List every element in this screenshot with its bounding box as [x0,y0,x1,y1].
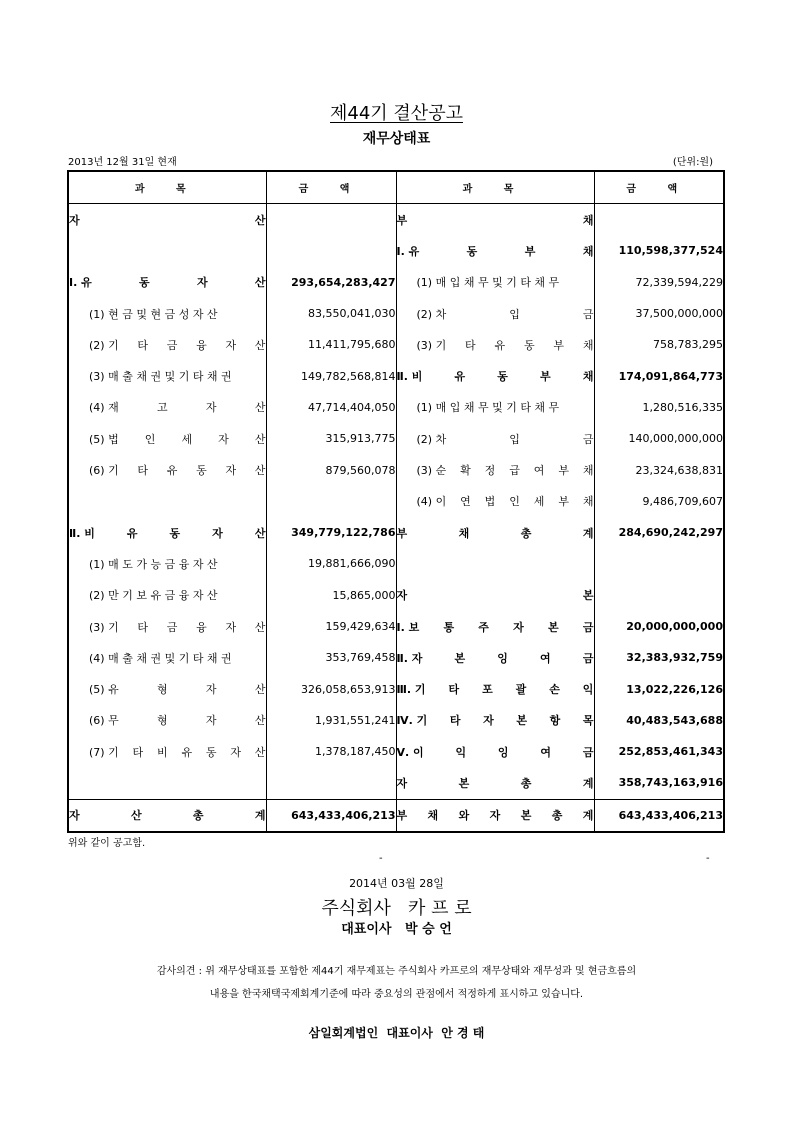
label-part: 형 [157,683,168,697]
label-part: 산 [254,714,266,728]
label-part: 자 [225,464,237,478]
label-part: 산 [254,683,266,697]
label-part: 동 [139,276,150,290]
label-part: (6) 기 [89,464,119,478]
label-part: 산 [254,432,266,446]
asset-account-label [68,736,266,767]
asset-account-label [68,486,266,517]
table-row [68,673,724,704]
label-part: 자 [69,213,80,227]
asset-account-label [68,360,266,391]
label-part: 타 [132,745,144,759]
label-part: 부 [396,526,408,540]
asset-amount: 1,378,187,450 [266,736,396,767]
label-part: 본 [516,714,527,728]
label-part: 자 [69,809,80,823]
label-part: 자 [225,620,237,634]
label-part: 총 [520,776,532,790]
label-part: 익 [582,683,594,697]
table-row [68,580,724,611]
label-part: 자 [225,338,237,352]
label-part: 인 [509,495,520,509]
liability-equity-amount: 758,783,295 [653,338,723,352]
asset-amount [266,767,396,799]
label-part: 타 [137,464,149,478]
label-part: 법 [484,495,496,509]
liability-equity-amount: 9,486,709,607 [642,494,723,508]
label-part: 자 [396,589,408,603]
statement-title: 재무상태표 [362,131,431,147]
asset-amount: 83,550,041,030 [266,298,396,329]
label-part: 산 [254,276,266,290]
label-part: 타 [448,683,460,697]
table-row [68,486,724,517]
liability-equity-account-label [396,611,594,642]
audit-opinion-line-2: 내용을 한국채택국제회계기준에 따라 중요성의 관점에서 적정하게 표시하고 있습니다. [209,989,584,1000]
label-part: 채 [427,809,439,823]
label-part: (3) 순 [416,464,447,478]
auditor-signature: 삼일회계법인 대표이사 안 경 태 [308,1026,485,1040]
label-part: 자 [205,401,217,415]
label-part: 채 [582,244,594,258]
liability-equity-amount: 284,690,242,297 [618,526,723,540]
label-part: 잉 [497,745,509,759]
table-row [68,360,724,391]
table-body [68,204,724,832]
label-part: 산 [254,620,266,634]
label-part: (3) 기 [89,620,119,634]
label-part: 타 [449,714,461,728]
label-part: 정 [484,464,496,478]
label-part: 총 [551,809,563,823]
label-part: (5) 법 [89,432,119,446]
label-part: 세 [533,495,545,509]
liability-equity-amount: 358,743,163,916 [618,776,723,790]
label-part: (1) 매 입 채 무 및 기 타 채 무 [416,401,560,415]
asset-amount: 47,714,404,050 [266,392,396,423]
table-row [68,423,724,454]
label-part: 유 [126,526,138,540]
label-part: 포 [482,683,493,697]
asset-amount: 349,779,122,786 [266,517,396,548]
liability-equity-account-label [396,392,594,423]
liability-equity-account-label [396,235,594,266]
table-row [68,767,724,799]
label-part: 본 [547,620,559,634]
asset-amount: 1,931,551,241 [266,705,396,736]
asset-amount: 326,058,653,913 [266,673,396,704]
label-part: 계 [254,809,266,823]
liability-equity-amount: 140,000,000,000 [628,432,723,446]
asset-account-label [68,267,266,298]
label-part: 금 [582,620,594,634]
label-part: 본 [582,589,594,603]
asset-amount: 159,429,634 [266,611,396,642]
asset-account-label [68,673,266,704]
label-part: 융 [196,620,207,634]
label-part: 금 [166,338,178,352]
label-part: 금 [582,745,594,759]
label-part: 목 [582,714,594,728]
label-part: 괄 [515,683,527,697]
liability-equity-account-label [396,329,594,360]
liability-equity-amount [594,580,724,611]
header-amount-left: 금 액 [266,171,396,204]
label-part: (2) 차 [416,432,447,446]
asset-amount: 11,411,795,680 [266,329,396,360]
liability-equity-account-label [396,736,594,767]
label-part: (3) 기 [416,338,447,352]
asset-account-label [68,705,266,736]
label-part: 융 [196,338,207,352]
liability-equity-amount: 643,433,406,213 [594,799,724,832]
liability-equity-amount: 252,853,461,343 [618,745,723,759]
table-row [68,298,724,329]
label-part: 여 [533,464,545,478]
label-part: 자 [483,714,494,728]
label-part: 확 [460,464,471,478]
asset-amount: 19,881,666,090 [266,548,396,579]
label-part: 자 [218,432,229,446]
label-part: 금 [582,432,594,446]
label-part: 부 [396,213,408,227]
liability-equity-account-label [396,486,594,517]
label-part: 금 [582,307,594,321]
label-part: Ⅰ. 보 [396,620,420,634]
label-part: 자 [489,809,501,823]
label-part: 동 [523,338,535,352]
label-part: 주 [478,620,489,634]
asset-account-label [68,580,266,611]
label-part: Ⅰ. 유 [396,244,420,258]
label-part: 계 [582,809,594,823]
label-part: (4) 재 [89,401,119,415]
liability-equity-account-label [396,642,594,673]
label-part: Ⅱ. 자 [396,651,423,665]
label-part: 채 [582,338,594,352]
label-part: 여 [540,651,551,665]
label-part: 본 [458,776,470,790]
liability-equity-account-label [396,767,594,799]
label-part: 세 [181,432,193,446]
table-row [68,329,724,360]
table-row [68,642,724,673]
liability-equity-amount: 32,383,932,759 [626,651,723,665]
label-part: Ⅲ. 기 [396,683,426,697]
asset-account-label [68,298,266,329]
label-part: 동 [205,745,217,759]
label-part: 자 [205,683,217,697]
asset-account-label [68,642,266,673]
label-part: (1) 매 입 채 무 및 기 타 채 무 [416,276,560,290]
label-part: 산 [254,526,266,540]
label-part: 부 [540,370,551,384]
dash-right: - [706,853,710,864]
label-part: 채 [582,370,594,384]
label-part: 잉 [497,651,508,665]
label-part: 본 [454,651,466,665]
label-part: (1) 매 도 가 능 금 융 자 산 [89,557,218,571]
label-part: (6) 무 [89,714,119,728]
asset-account-label [68,204,266,236]
label-part: 항 [549,714,561,728]
label-part: 타 [465,338,476,352]
asset-amount: 149,782,568,814 [266,360,396,391]
label-part: 입 [509,307,520,321]
liability-equity-amount: 110,598,377,524 [618,244,723,258]
label-part: 산 [254,745,266,759]
label-part: 입 [509,432,520,446]
label-part: (5) 유 [89,683,119,697]
label-part: 동 [497,370,508,384]
asset-amount [266,235,396,266]
label-part: 부 [558,495,569,509]
liability-equity-account-label [396,204,594,236]
asset-account-label [68,454,266,485]
label-part: 손 [549,683,560,697]
label-part: 자 [396,776,408,790]
table-row [68,267,724,298]
audit-opinion-line-1: 감사의견 : 위 재무상태표를 포함한 제44기 재무제표는 주식회사 카프로의 재무상태와 재무성과 및 현금흐름의 [156,966,637,977]
as-of-date: 2013년 12월 31일 현재 [68,157,177,168]
asset-amount: 879,560,078 [266,454,396,485]
label-part: 산 [130,809,142,823]
asset-account-label [68,423,266,454]
table-header-row [68,171,724,204]
header-account-right: 과 목 [396,171,594,204]
label-part: 부 [524,244,536,258]
label-part: Ⅴ. 이 [396,745,424,759]
label-part: 부 [553,338,565,352]
label-part: 급 [509,464,520,478]
label-part: 유 [181,745,193,759]
liability-equity-account-label [396,548,594,579]
asset-account-label [68,548,266,579]
asset-amount: 15,865,000 [266,580,396,611]
asset-account-label [68,517,266,548]
liability-equity-amount: 37,500,000,000 [635,307,723,321]
label-part: 자 [230,745,241,759]
label-part: 자 [196,276,208,290]
label-part: (3) 매 출 채 권 및 기 타 채 권 [89,370,232,384]
label-part: 유 [494,338,506,352]
liability-equity-account-label [396,360,594,391]
label-part: 채 [582,213,594,227]
liability-equity-account-label [396,705,594,736]
unit-label: (단위:원) [672,157,713,168]
label-part: 고 [157,401,168,415]
notice-title: 제44기 결산공고 [330,103,463,124]
asset-amount [266,204,396,236]
table-row [68,705,724,736]
table-row [68,799,724,832]
label-part: 채 [582,464,594,478]
label-part: 타 [137,338,149,352]
label-part: 통 [443,620,455,634]
liability-equity-account-label [396,298,594,329]
ceo-name: 대표이사 박 승 언 [341,922,452,937]
label-part: Ⅳ. 기 [396,714,428,728]
table-row [68,736,724,767]
label-part: 금 [166,620,178,634]
asset-account-label [68,799,266,832]
liability-equity-account-label [396,267,594,298]
asset-amount: 353,769,458 [266,642,396,673]
label-part: 형 [157,714,168,728]
liability-equity-account-label [396,423,594,454]
label-part: 금 [582,651,594,665]
label-part: 인 [144,432,156,446]
notice-statement: 위와 같이 공고함. [68,838,146,849]
label-part: 연 [460,495,471,509]
label-part: (2) 차 [416,307,447,321]
label-part: 동 [169,526,181,540]
dash-left: - [379,853,383,864]
label-part: Ⅱ. 비 [396,370,423,384]
liability-equity-account-label [396,673,594,704]
liability-equity-amount: 174,091,864,773 [618,369,723,383]
asset-account-label [68,611,266,642]
liability-equity-amount: 13,022,226,126 [626,682,723,696]
table-row [68,548,724,579]
liability-equity-amount [594,204,724,236]
asset-account-label [68,235,266,266]
liability-equity-amount: 72,339,594,229 [635,275,723,289]
label-part: 비 [156,745,168,759]
label-part: 계 [582,776,594,790]
label-part: 자 [513,620,524,634]
liability-equity-account-label [396,799,594,832]
label-part: 자 [205,714,217,728]
liability-equity-account-label [396,580,594,611]
company-name: 주식회사 카 프 로 [321,898,472,919]
asset-amount: 643,433,406,213 [266,799,396,832]
table-row [68,235,724,266]
liability-equity-amount: 40,483,543,688 [626,713,723,727]
label-part: 산 [254,213,266,227]
liability-equity-amount: 1,280,516,335 [642,400,723,414]
label-part: (2) 기 [89,338,119,352]
liability-equity-amount [594,548,724,579]
label-part: (4) 이 [416,495,447,509]
asset-amount: 293,654,283,427 [266,267,396,298]
header-amount-right: 금 액 [594,171,724,204]
label-part: 와 [458,809,470,823]
label-part: Ⅱ. 비 [69,526,95,540]
liability-equity-amount: 23,324,638,831 [635,463,723,477]
label-part: 동 [466,244,478,258]
label-part: 익 [455,745,467,759]
label-part: 여 [540,745,552,759]
asset-amount: 315,913,775 [266,423,396,454]
table-row [68,611,724,642]
label-part: 산 [254,464,266,478]
header-account-left: 과 목 [68,171,266,204]
label-part: (1) 현 금 및 현 금 성 자 산 [89,307,218,321]
label-part: (4) 매 출 채 권 및 기 타 채 권 [89,651,232,665]
label-part: 채 [582,495,594,509]
label-part: 동 [196,464,207,478]
label-part: (7) 기 [89,745,119,759]
label-part: 총 [520,526,532,540]
label-part: 부 [558,464,569,478]
liability-equity-account-label [396,454,594,485]
label-part: Ⅰ. 유 [69,276,92,290]
balance-sheet-table [67,170,725,833]
label-part: 타 [137,620,149,634]
asset-amount [266,486,396,517]
label-part: 유 [166,464,178,478]
asset-account-label [68,392,266,423]
label-part: 계 [582,526,594,540]
label-part: 본 [520,809,532,823]
label-part: 총 [192,809,204,823]
label-part: 유 [454,370,466,384]
label-part: 산 [254,338,266,352]
label-part: 자 [212,526,223,540]
table-row [68,204,724,236]
asset-account-label [68,767,266,799]
liability-equity-amount: 20,000,000,000 [626,620,723,633]
label-part: 산 [254,401,266,415]
table-row [68,454,724,485]
asset-account-label [68,329,266,360]
label-part: 부 [396,809,408,823]
label-part: 채 [458,526,470,540]
table-row [68,392,724,423]
liability-equity-account-label [396,517,594,548]
table-row [68,517,724,548]
label-part: (2) 만 기 보 유 금 융 자 산 [89,589,218,603]
notice-date: 2014년 03월 28일 [349,877,444,890]
